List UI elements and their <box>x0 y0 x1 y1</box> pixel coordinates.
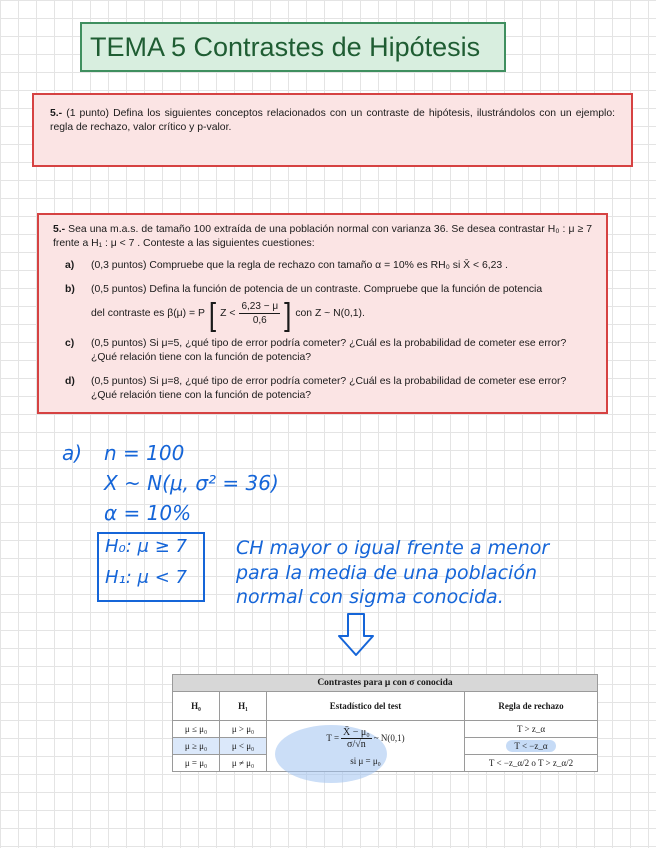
stat-prefix: T = <box>326 733 340 743</box>
stat-condition: si μ = μ₀ <box>350 755 381 766</box>
stat-denominator: σ/√n <box>347 738 366 750</box>
row-h1: μ > μ₀ <box>220 721 267 738</box>
row-h0: μ ≤ μ₀ <box>173 721 220 738</box>
formula-prefix: del contraste es β(μ) = P <box>91 307 205 319</box>
table-header-rejection: Regla de rechazo <box>465 692 598 721</box>
problem-2-box <box>37 213 608 414</box>
formula-suffix: con Z ~ N(0,1). <box>295 307 365 319</box>
handwritten-h1: H₁: μ < 7 <box>105 567 187 588</box>
item-text: (0,5 puntos) Si μ=8, ¿qué tipo de error podría cometer? ¿Cuál es la probabilidad de cometer ese error? ¿Qué relación tiene con la función de potencia? <box>91 375 567 401</box>
table-caption: Contrastes para μ con σ conocida <box>173 675 598 692</box>
item-label: c) <box>65 338 75 350</box>
item-text: (0,5 puntos) Si μ=5, ¿qué tipo de error podría cometer? ¿Cuál es la probabilidad de cometer ese error? ¿Qué relación tiene con la función de potencia? <box>91 338 567 364</box>
problem-1-text <box>50 107 615 134</box>
power-function-formula <box>91 294 592 333</box>
row-h1: μ < μ₀ <box>220 738 267 755</box>
handwritten-note-line-3: normal con sigma conocida. <box>236 586 504 608</box>
item-label: a) <box>65 260 75 272</box>
stat-fraction <box>341 727 372 750</box>
problem-1-statement: (1 punto) Defina los siguientes conceptos relacionados con un contraste de hipótesis, ilustrándolos con un ejemplo: regla de rechazo, valor crítico y p-valor. <box>50 108 615 133</box>
handwritten-distribution: X ~ N(μ, σ² = 36) <box>104 471 279 495</box>
row-h0: μ ≥ μ₀ <box>173 738 220 755</box>
problem-2-item-c <box>53 337 592 364</box>
handwritten-part-label: a) <box>62 441 83 465</box>
statistic-content <box>269 727 462 766</box>
formula-z: Z < <box>220 307 236 319</box>
problem-2-item-b <box>53 283 592 333</box>
statistic-cell <box>267 721 465 772</box>
page-title: TEMA 5 Contrastes de Hipótesis <box>80 22 506 72</box>
problem-1-number: 5.- <box>50 108 63 119</box>
table-header-statistic: Estadístico del test <box>267 692 465 721</box>
row-rule: T < −z_α/2 o T > z_α/2 <box>465 755 598 772</box>
handwritten-note-line-2: para la media de una población <box>236 562 537 584</box>
stat-suffix: ~ N(0,1) <box>373 733 405 743</box>
problem-1-box <box>32 93 633 167</box>
handwritten-h0: H₀: μ ≥ 7 <box>105 536 187 557</box>
problem-2-intro-text: Sea una m.a.s. de tamaño 100 extraída de una población normal con varianza 36. Se desea contrastar H₀ : μ ≥ 7 frente a H₁ : μ < 7 . Conteste a las siguientes cuestiones: <box>53 224 592 249</box>
row-rule-cell <box>465 738 598 755</box>
problem-2-item-a <box>53 259 592 273</box>
contrasts-table <box>172 674 598 772</box>
statistic-formula <box>326 727 404 750</box>
formula-denominator: 0,6 <box>252 315 267 327</box>
down-arrow-icon <box>336 612 376 658</box>
row-h1: μ ≠ μ₀ <box>220 755 267 772</box>
problem-2-intro <box>53 223 592 250</box>
hypotheses-box <box>97 532 205 602</box>
problem-2-number: 5.- <box>53 224 66 235</box>
table-header-h1: H₁ <box>220 692 267 721</box>
item-text-block <box>91 283 592 333</box>
formula-numerator: 6,23 − μ <box>239 300 280 314</box>
right-bracket: ] <box>284 294 292 333</box>
item-text: (0,5 puntos) Defina la función de potencia de un contraste. Compruebe que la función de potencia <box>91 284 543 296</box>
stat-numerator: X̄ − μ₀ <box>343 726 370 738</box>
row-rule: T > z_α <box>465 721 598 738</box>
row-h0: μ = μ₀ <box>173 755 220 772</box>
formula-fraction <box>239 300 280 327</box>
problem-2-items <box>53 259 592 402</box>
item-label: b) <box>65 284 75 296</box>
handwritten-note-line-1: CH mayor o igual frente a menor <box>236 537 550 559</box>
table-header-h0: H₀ <box>173 692 220 721</box>
problem-2-item-d <box>53 375 592 402</box>
handwritten-alpha: α = 10% <box>104 501 192 525</box>
left-bracket: [ <box>208 294 217 333</box>
table-row <box>173 721 598 738</box>
item-label: d) <box>65 375 75 387</box>
handwritten-sample-size: n = 100 <box>104 441 185 465</box>
row-rule: T < −z_α <box>506 740 555 752</box>
item-text: (0,3 puntos) Compruebe que la regla de rechazo con tamaño α = 10% es RH₀ si X̄ < 6,23 . <box>91 260 508 272</box>
